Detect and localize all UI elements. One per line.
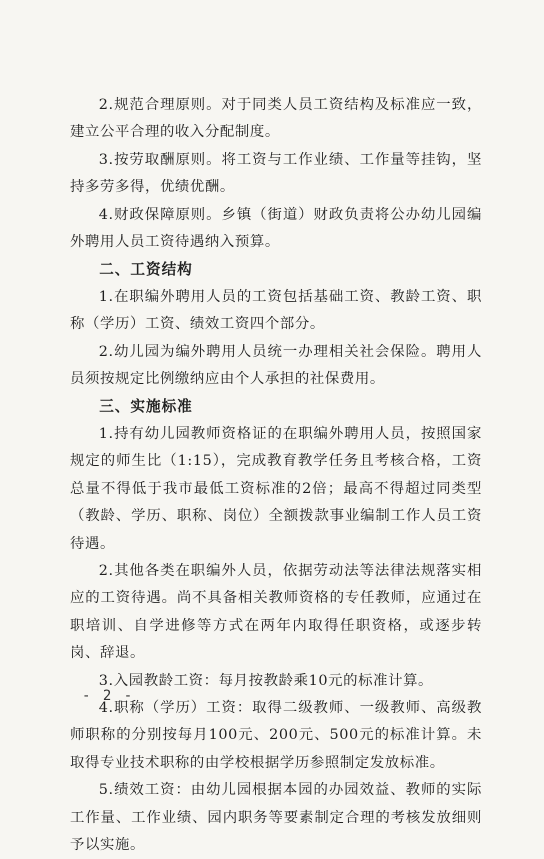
paragraph: 4.职称（学历）工资：取得二级教师、一级教师、高级教师职称的分别按每月100元、200元、500元的标准计算。未取得专业技术职称的由学校根据学历参照制定发放标准。 (70, 699, 482, 771)
paragraph: 3.按劳取酬原则。将工资与工作业绩、工作量等挂钩，坚持多劳多得，优绩优酬。 (70, 151, 482, 196)
section-heading: 三、实施标准 (99, 398, 193, 416)
document-body (70, 92, 482, 859)
paragraph: 4.财政保障原则。乡镇（街道）财政负责将公办幼儿园编外聘用人员工资待遇纳入预算。 (70, 206, 482, 251)
paragraph: 1.持有幼儿园教师资格证的在职编外聘用人员，按照国家规定的师生比（1:15），完成教育教学任务且考核合格，工资总量不得低于我市最低工资标准的2倍；最高不得超过同类型（教龄、学历、职称、岗位）全额拨款事业编制工作人员工资待遇。 (70, 425, 482, 552)
paragraph: 2.幼儿园为编外聘用人员统一办理相关社会保险。聘用人员须按规定比例缴纳应由个人承担的社保费用。 (70, 343, 482, 388)
paragraph: 5.绩效工资：由幼儿园根据本园的办园效益、教师的实际工作量、工作业绩、园内职务等要素制定合理的考核发放细则予以实施。 (70, 782, 482, 853)
paragraph: 2.规范合理原则。对于同类人员工资结构及标准应一致，建立公平合理的收入分配制度。 (70, 97, 482, 141)
paragraph: 2.其他各类在职编外人员，依据劳动法等法律法规落实相应的工资待遇。尚不具备相关教师资格的专任教师，应通过在职培训、自学进修等方式在两年内取得任职资格，或逐步转岗、辞退。 (70, 562, 482, 662)
page-number: - 2 - (82, 688, 135, 704)
section-heading: 二、工资结构 (99, 261, 193, 279)
paragraph: 1.在职编外聘用人员的工资包括基础工资、教龄工资、职称（学历）工资、绩效工资四个部分。 (70, 288, 482, 333)
paragraph: 3.入园教龄工资：每月按教龄乘10元的标准计算。 (98, 672, 434, 689)
